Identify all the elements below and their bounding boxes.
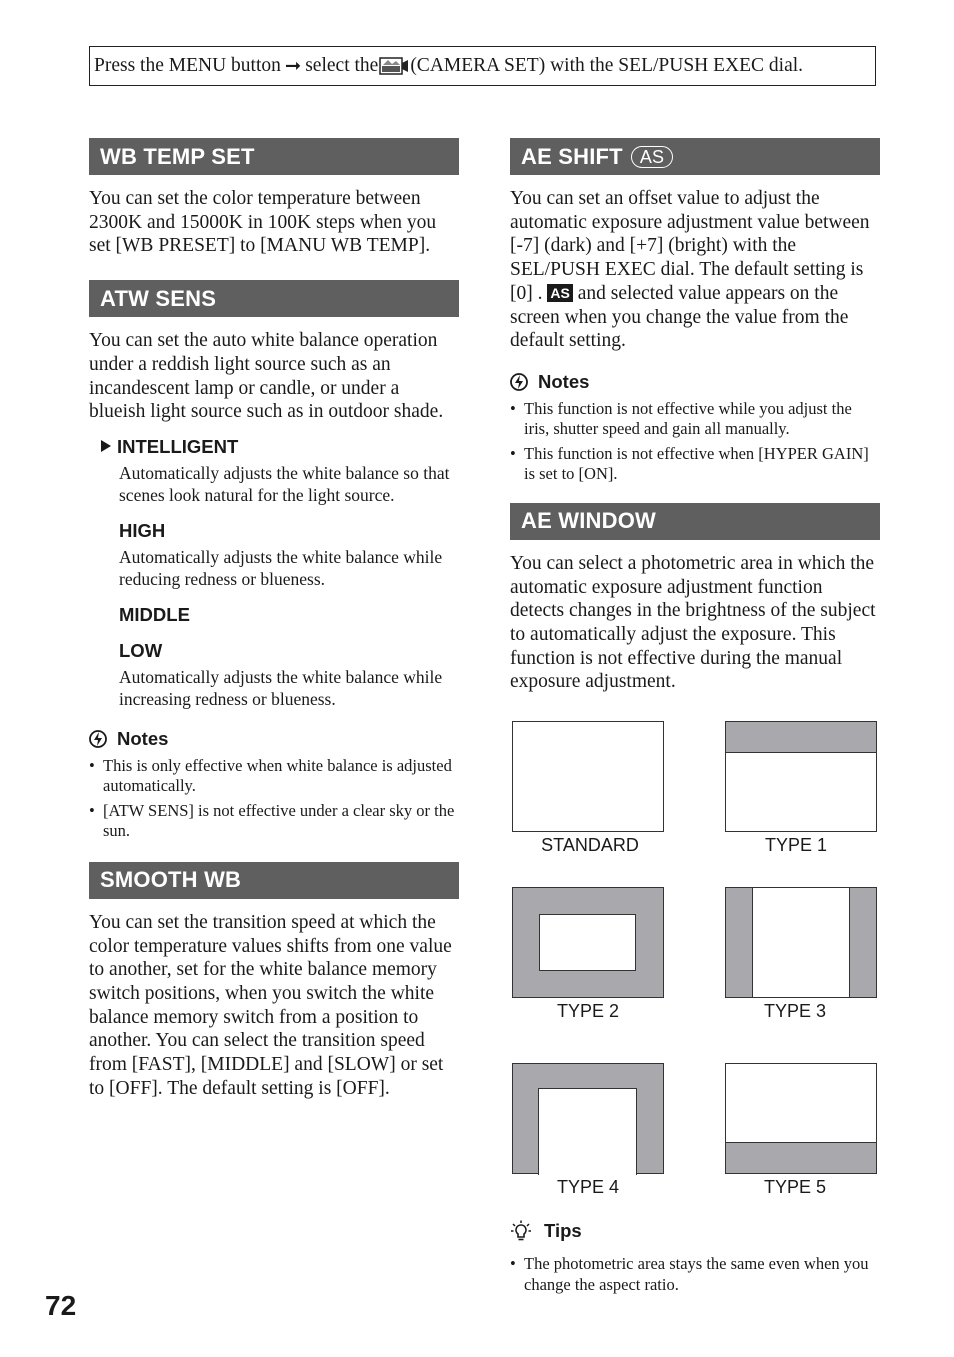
ae-window-type5-diagram	[725, 1063, 877, 1174]
tips-label: Tips	[544, 1220, 582, 1241]
atw-sens-body: You can set the auto white balance operation under a reddish light source such as an incandescent lamp or candle, or under a blueish light source such as in outdoor shade.	[89, 330, 444, 423]
instruction-part1: Press the MENU button	[94, 55, 281, 76]
list-item: • This function is not effective while you adjust the iris, shutter speed and gain all manually.	[510, 399, 880, 440]
atw-sens-notes-list	[89, 756, 459, 842]
ae-window-standard-label: STANDARD	[541, 835, 639, 855]
metering-inner	[538, 1088, 637, 1175]
ae-window-type2-label: TYPE 2	[556, 1001, 620, 1021]
metering-shade	[726, 888, 753, 997]
atw-sens-options	[119, 436, 459, 710]
ae-window-type3-diagram	[725, 887, 877, 998]
ae-shift-notes-title	[510, 371, 880, 393]
ae-shift-notes-list	[510, 399, 880, 485]
notes-icon	[89, 730, 107, 748]
ae-window-type1-label: TYPE 1	[764, 835, 828, 855]
notes-icon	[510, 373, 528, 391]
atw-sens-heading: ATW SENS	[89, 280, 459, 317]
left-column	[89, 138, 459, 1101]
arrow-right-icon: ➞	[284, 56, 302, 77]
ae-window-type5-label: TYPE 5	[763, 1177, 827, 1197]
ae-window-body: You can select a photometric area in which the automatic exposure adjustment function detects changes in the brightness of the subject to automatically adjust the exposure. This function is not effective during the manual exposure adjustment.	[510, 552, 876, 693]
tips-list	[510, 1254, 880, 1299]
option-intelligent-desc: Automatically adjusts the white balance so that scenes look natural for the light source.	[119, 462, 450, 505]
ae-window-type4-label: TYPE 4	[556, 1177, 620, 1197]
option-name: INTELLIGENT	[117, 435, 239, 457]
atw-sens-notes-title	[89, 728, 459, 750]
ae-shift-heading	[510, 138, 880, 175]
list-item: • [ATW SENS] is not effective under a clear sky or the sun.	[89, 801, 459, 842]
wb-temp-set-heading: WB TEMP SET	[89, 138, 459, 175]
ae-window-standard-diagram	[512, 721, 664, 832]
option-low-desc: Automatically adjusts the white balance while increasing redness or blueness.	[119, 666, 443, 709]
option-high: HIGH	[119, 519, 166, 541]
as-badge-icon: AS	[631, 146, 673, 168]
ae-window-type3-label: TYPE 3	[763, 1001, 827, 1021]
smooth-wb-body: You can set the transition speed at which the color temperature values shifts from one value to another, set for the white balance memory switch positions, when you switch the white balance memory switch from a position to another. You can select the transition speed from [FAST], [MIDDLE] and [SLOW] or set to [OFF]. The default setting is [OFF].	[89, 911, 452, 1099]
option-high-desc: Automatically adjusts the white balance while reducing redness or blueness.	[119, 546, 443, 589]
default-marker-icon	[101, 440, 111, 452]
notes-label: Notes	[538, 370, 590, 392]
right-column	[510, 138, 880, 694]
lightbulb-icon	[510, 1220, 532, 1242]
ae-window-heading: AE WINDOW	[510, 503, 880, 540]
page-number: 72	[45, 1290, 77, 1321]
ae-shift-body	[510, 187, 880, 353]
ae-shift-body-a: You can set an offset value to adjust the automatic exposure adjustment value between [-7] (dark) and [+7] (bright) with the SEL/PUSH EXEC dial. The default setting is [0] .	[510, 188, 870, 304]
camera-set-icon	[379, 55, 409, 77]
instruction-part2: select the	[305, 55, 379, 76]
option-low: LOW	[119, 639, 163, 661]
list-item: • This function is not effective when [HYPER GAIN] is set to [ON].	[510, 444, 880, 485]
list-item: • The photometric area stays the same even when you change the aspect ratio.	[510, 1254, 880, 1295]
ae-window-type4-diagram	[512, 1063, 664, 1174]
wb-temp-set-body: You can set the color temperature between 2300K and 15000K in 100K steps when you set [WB PRESET] to [MANU WB TEMP].	[89, 188, 437, 257]
metering-inner	[539, 914, 636, 971]
instruction-part3: (CAMERA SET) with the SEL/PUSH EXEC dial.	[410, 55, 804, 76]
list-item: • This is only effective when white balance is adjusted automatically.	[89, 756, 459, 797]
notes-label: Notes	[117, 727, 169, 749]
ae-window-type1-diagram	[725, 721, 877, 832]
ae-shift-body-b: and selected value appears on the screen when you change the value from the default setting.	[510, 282, 849, 352]
tips-title	[510, 1220, 582, 1242]
option-middle: MIDDLE	[119, 603, 190, 625]
smooth-wb-heading: SMOOTH WB	[89, 862, 459, 899]
as-indicator-icon: AS	[547, 284, 572, 302]
metering-shade	[849, 888, 876, 997]
ae-window-type2-diagram	[512, 887, 664, 998]
metering-shade	[726, 722, 876, 753]
menu-instruction-box	[89, 46, 876, 86]
ae-shift-title: AE SHIFT	[521, 143, 623, 169]
metering-shade	[726, 1142, 876, 1173]
option-intelligent	[119, 436, 459, 458]
